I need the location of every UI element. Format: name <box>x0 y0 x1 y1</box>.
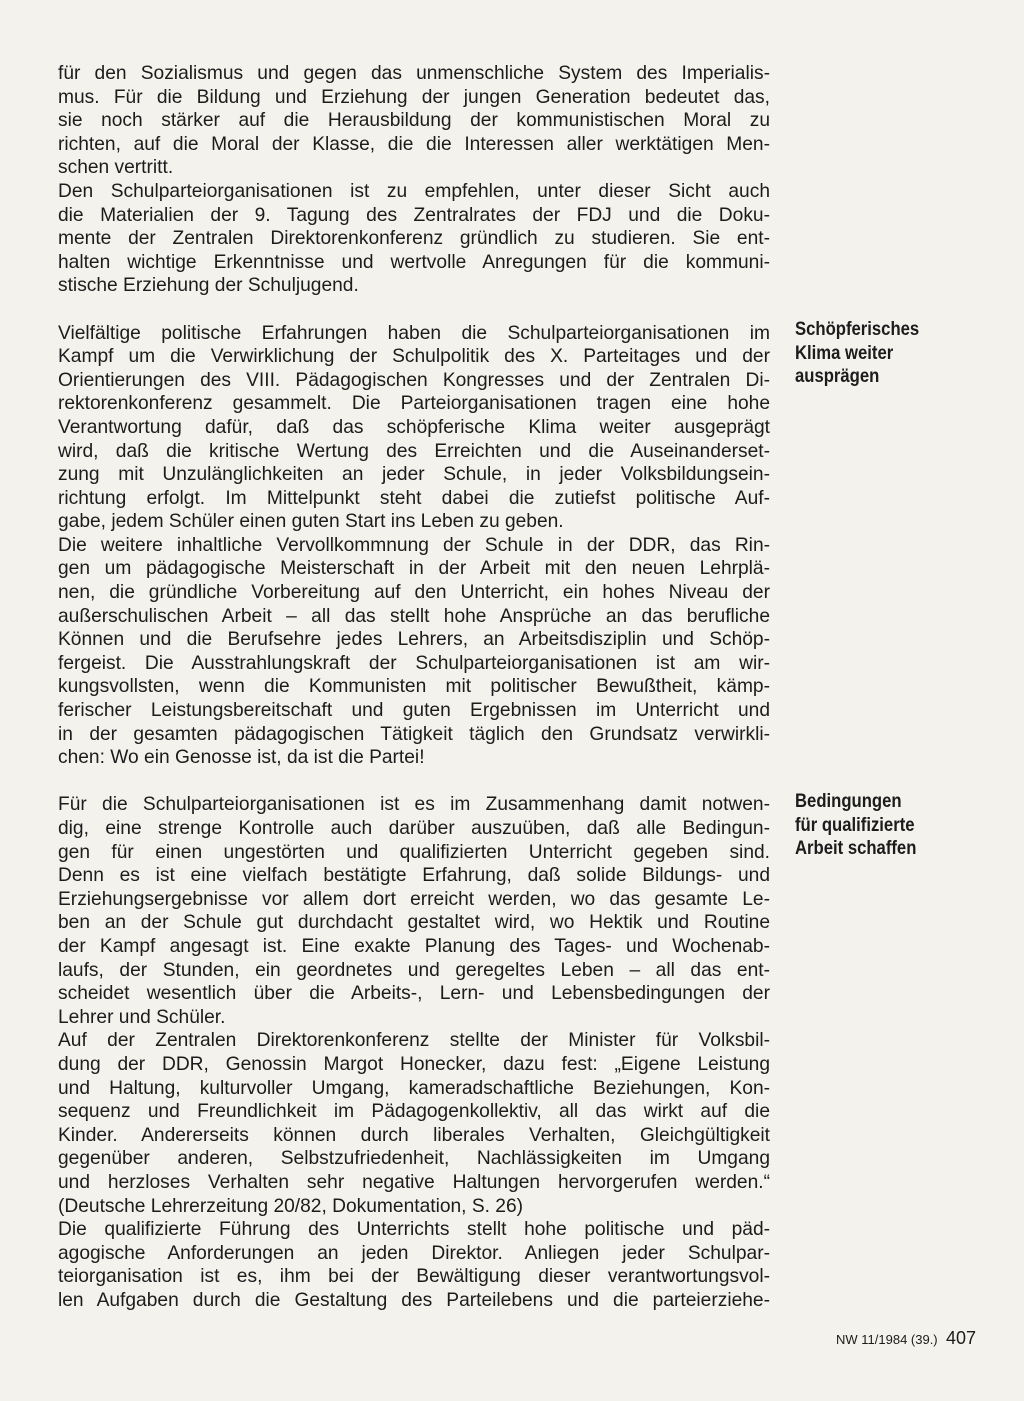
text-line: dig, eine strenge Kontrolle auch darüber auszuüben, daß alle Bedingun- <box>58 818 770 839</box>
text-line: und Haltung, kulturvoller Umgang, kameradschaftliche Beziehungen, Kon- <box>58 1077 770 1099</box>
text-line: mente der Zentralen Direktorenkonferenz gründlich zu studieren. Sie ent- <box>58 228 770 250</box>
text-line: Kampf um die Verwirklichung der Schulpolitik des X. Parteitages und der <box>58 346 770 368</box>
paragraph-p7 <box>58 1218 770 1312</box>
text-line: halten wichtige Erkenntnisse und wertvolle Anregungen für die kommuni- <box>58 251 770 273</box>
text-line: ben an der Schule gut durchdacht gestaltet wird, wo Hektik und Routine <box>58 912 770 934</box>
text-line: mus. Für die Bildung und Erziehung der jungen Generation bedeutet das, <box>58 86 770 108</box>
issue-reference: NW 11/1984 (39.) <box>836 1332 938 1347</box>
side-heading-schoepferisches-klima <box>795 318 967 389</box>
text-line: für den Sozialismus und gegen das unmenschliche System des Imperialis- <box>58 63 770 84</box>
text-line: Orientierungen des VIII. Pädagogischen Kongresses und der Zentralen Di- <box>58 369 770 391</box>
side-heading-line: für qualifizierte <box>795 813 915 836</box>
text-line: richtung erfolgt. Im Mittelpunkt steht dabei die zutiefst politische Auf- <box>58 487 770 509</box>
text-line: Lehrer und Schüler. <box>58 1006 226 1028</box>
paragraph-gap <box>58 298 770 322</box>
text-line: chen: Wo ein Genosse ist, da ist die Partei! <box>58 747 425 769</box>
text-line: zung mit Unzulänglichkeiten an jeder Schule, in jeder Volksbildungsein- <box>58 464 770 486</box>
side-heading-line: Bedingungen <box>795 790 902 812</box>
text-line: (Deutsche Lehrerzeitung 20/82, Dokumentation, S. 26) <box>58 1195 524 1217</box>
text-line: sequenz und Freundlichkeit im Pädagogenkollektiv, all das wirkt auf die <box>58 1101 770 1123</box>
text-line: Können und die Berufsehre jedes Lehrers, an Arbeitsdisziplin und Schöp- <box>58 629 770 651</box>
text-line: ferischer Leistungsbereitschaft und guten Ergebnissen im Unterricht und <box>58 700 770 722</box>
text-line: scheidet wesentlich über die Arbeits-, Lern- und Lebensbedingungen der <box>58 983 770 1005</box>
text-line: richten, auf die Moral der Klasse, die die Interessen aller werktätigen Men- <box>58 133 770 155</box>
paragraph-gap <box>58 770 770 794</box>
side-heading-bedingungen <box>795 790 967 861</box>
page-footer <box>836 1328 976 1349</box>
paragraph-p4 <box>58 534 770 770</box>
text-line: Denn es ist eine vielfach bestätigte Erfahrung, daß solide Bildungs- und <box>58 865 770 887</box>
text-line: agogische Anforderungen an jeden Direktor. Anliegen jeder Schulpar- <box>58 1242 770 1264</box>
text-line: sie noch stärker auf die Herausbildung der kommunistischen Moral zu <box>58 110 770 132</box>
text-line: wird, daß die kritische Wertung des Erreichten und die Auseinanderset- <box>58 440 770 462</box>
text-line: in der gesamten pädagogischen Tätigkeit täglich den Grundsatz verwirkli- <box>58 723 770 745</box>
paragraph-p2 <box>58 180 770 298</box>
text-line: gegenüber anderen, Selbstzufriedenheit, Nachlässigkeiten im Umgang <box>58 1148 770 1170</box>
text-line: Erziehungsergebnisse vor allem dort erreicht werden, wo das gesamte Le- <box>58 888 770 910</box>
text-line: dung der DDR, Genossin Margot Honecker, dazu fest: „Eigene Leistung <box>58 1053 770 1075</box>
text-line: Verantwortung dafür, daß das schöpferische Klima weiter ausgeprägt <box>58 416 770 438</box>
text-line: die Materialien der 9. Tagung des Zentralrates der FDJ und die Doku- <box>58 204 770 226</box>
page-number: 407 <box>945 1328 976 1348</box>
side-heading-line: Klima weiter <box>795 341 894 364</box>
text-line: kungsvollsten, wenn die Kommunisten mit politischer Bewußtheit, kämp- <box>58 676 770 698</box>
text-line: gabe, jedem Schüler einen guten Start ins Leben zu geben. <box>58 511 564 533</box>
text-line: Die qualifizierte Führung des Unterrichts stellt hohe politische und päd- <box>58 1219 770 1241</box>
paragraph-p6 <box>58 1029 770 1218</box>
text-line: gen für einen ungestörten und qualifizierten Unterricht gegeben sind. <box>58 841 770 863</box>
paragraph-p5 <box>58 793 770 1029</box>
text-line: len Aufgaben durch die Gestaltung des Parteilebens und die parteierziehe- <box>58 1289 770 1311</box>
text-line: außerschulischen Arbeit – all das stellt hohe Ansprüche an das berufliche <box>58 605 770 627</box>
text-line: und herzloses Verhalten sehr negative Haltungen hervorgerufen werden.“ <box>58 1171 770 1193</box>
text-line: Den Schulparteiorganisationen ist zu empfehlen, unter dieser Sicht auch <box>58 180 770 202</box>
paragraph-p1 <box>58 62 770 180</box>
paragraph-p3 <box>58 322 770 534</box>
text-line: Für die Schulparteiorganisationen ist es im Zusammenhang damit notwen- <box>58 794 770 816</box>
text-line: rektorenkonferenz gesammelt. Die Parteiorganisationen tragen eine hohe <box>58 393 770 415</box>
side-heading-line: Arbeit schaffen <box>795 837 917 860</box>
text-line: Die weitere inhaltliche Vervollkommnung der Schule in der DDR, das Rin- <box>58 534 770 556</box>
text-line: Kinder. Andererseits können durch liberales Verhalten, Gleichgültigkeit <box>58 1124 770 1146</box>
text-line: laufs, der Stunden, ein geordnetes und geregeltes Leben – all das ent- <box>58 959 770 981</box>
text-line: stische Erziehung der Schuljugend. <box>58 275 359 297</box>
text-line: der Kampf angesagt ist. Eine exakte Planung des Tages- und Wochenab- <box>58 935 770 957</box>
text-line: gen um pädagogische Meisterschaft in der Arbeit mit den neuen Lehrplä- <box>58 558 770 580</box>
text-line: Vielfältige politische Erfahrungen haben die Schulparteiorganisationen im <box>58 322 770 344</box>
main-text-column <box>58 62 770 1312</box>
text-line: nen, die gründliche Vorbereitung auf den Unterricht, ein hohes Niveau der <box>58 582 770 604</box>
side-heading-line: Schöpferisches <box>795 318 920 340</box>
text-line: Auf der Zentralen Direktorenkonferenz stellte der Minister für Volksbil- <box>58 1030 770 1052</box>
side-heading-line: ausprägen <box>795 365 880 388</box>
text-line: schen vertritt. <box>58 157 174 179</box>
text-line: teiorganisation ist es, ihm bei der Bewältigung dieser verantwortungsvol- <box>58 1266 770 1288</box>
text-line: fergeist. Die Ausstrahlungskraft der Schulparteiorganisationen ist am wir- <box>58 652 770 674</box>
